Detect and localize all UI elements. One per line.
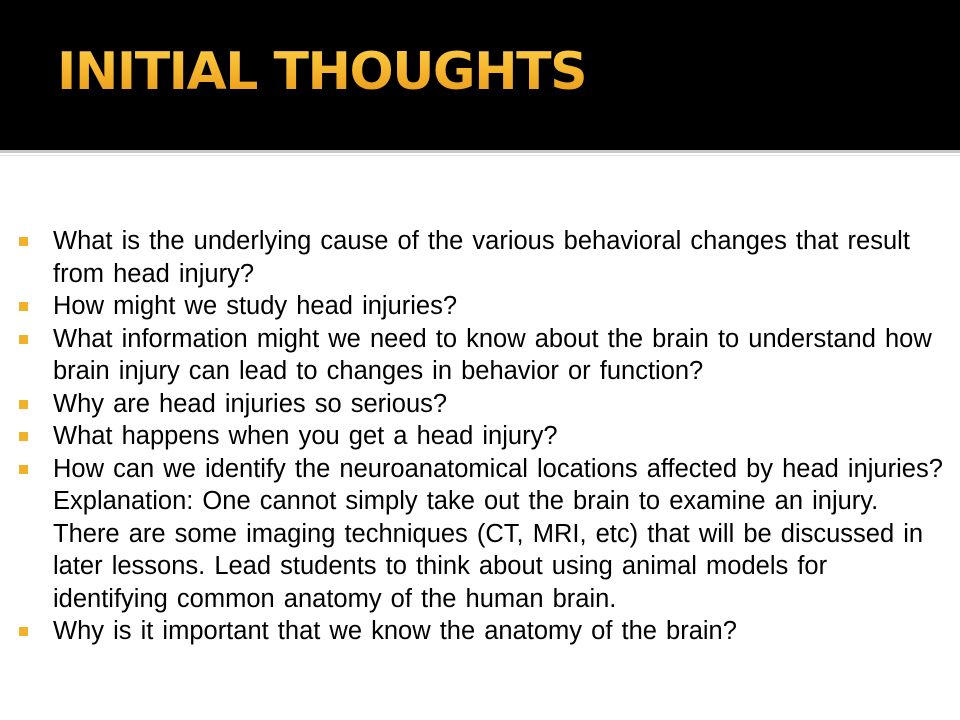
bullet-text: What happens when you get a head injury? xyxy=(53,422,558,450)
square-bullet-icon xyxy=(19,465,28,474)
bullet-text: Why is it important that we know the anatomy of the brain? xyxy=(53,617,737,645)
bullet-item xyxy=(18,388,943,421)
square-bullet-icon xyxy=(19,627,28,636)
title-divider xyxy=(0,150,960,153)
title-divider-thin xyxy=(0,155,960,156)
title-bar xyxy=(0,0,960,150)
square-bullet-icon xyxy=(19,335,28,344)
square-bullet-icon xyxy=(19,432,28,441)
square-bullet-icon xyxy=(19,237,28,246)
bullet-item xyxy=(18,225,943,290)
bullet-item xyxy=(18,453,943,616)
bullet-item xyxy=(18,323,943,388)
bullet-item xyxy=(18,615,943,648)
bullet-text: Why are head injuries so serious? xyxy=(53,389,448,418)
bullet-text: How can we identify the neuroanatomical locations affected by head injuries? Explanation: One cannot simply take out the brain to examine an injury. There are some imaging techniques (CT, MRI, etc) that will be discussed in later lessons. Lead students to think about using animal models for identifying common anatomy of the human brain. xyxy=(53,454,943,613)
bullet-text: What is the underlying cause of the various behavioral changes that result from head injury? xyxy=(53,227,910,288)
bullet-item xyxy=(18,290,943,323)
slide-title: INITIAL THOUGHTS xyxy=(57,42,587,102)
bullet-text: What information might we need to know about the brain to understand how brain injury can lead to changes in behavior or function? xyxy=(53,324,932,385)
bullet-list xyxy=(18,225,943,648)
bullet-item xyxy=(18,420,943,453)
bullet-text: How might we study head injuries? xyxy=(53,292,458,320)
square-bullet-icon xyxy=(19,302,28,311)
square-bullet-icon xyxy=(19,400,28,409)
